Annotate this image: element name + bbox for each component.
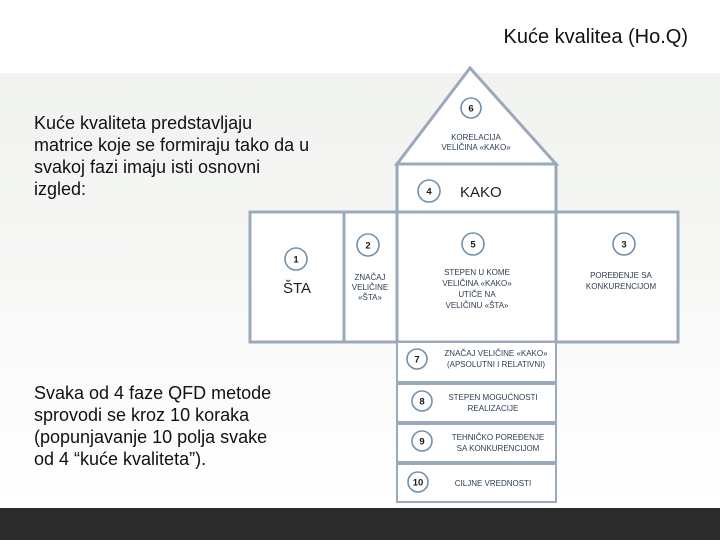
number-10: 10 xyxy=(412,477,424,489)
number-2: 2 xyxy=(365,240,371,252)
roof-label-line-2: VELIČINA «KAKO» xyxy=(441,143,511,152)
kako-label: KAKO xyxy=(460,184,502,201)
row-9-label-line-1: TEHNIČKO POREĐENJE xyxy=(451,433,545,442)
row-10-label-line-1: CILJNE VREDNOSTI xyxy=(454,479,532,488)
relationship-label-line-2: VELIČINA «KAKO» xyxy=(442,279,512,288)
summary-line-2: sprovodi se kroz 10 koraka xyxy=(34,405,250,425)
number-3: 3 xyxy=(621,239,627,251)
importance-label-line-1: ZNAČAJ xyxy=(354,273,386,282)
competition-label-line-1: POREĐENJE SA xyxy=(590,271,652,280)
relationship-label-line-3: UTIČE NA xyxy=(458,290,496,299)
number-5: 5 xyxy=(470,239,476,251)
summary-line-1: Svaka od 4 faze QFD metode xyxy=(34,383,272,403)
roof-label-line-1: KORELACIJA xyxy=(451,133,501,142)
relationship-cell xyxy=(397,212,556,342)
row-7-label-line-2: (APSOLUTNI I RELATIVNI) xyxy=(446,360,546,369)
summary-line-4: od 4 “kuće kvaliteta”). xyxy=(34,449,207,469)
row-9-label-line-2: SA KONKURENCIJOM xyxy=(456,444,540,453)
sta-cell xyxy=(250,212,344,342)
number-9: 9 xyxy=(419,436,425,448)
importance-label-line-2: VELIČINE xyxy=(351,283,389,292)
number-7: 7 xyxy=(414,354,420,366)
number-8: 8 xyxy=(419,396,425,408)
intro-paragraph: Kuće kvaliteta predstavljaju matrice koje se formiraju tako da u svakoj fazi imaju isti osnovni izgled: xyxy=(34,113,310,199)
number-4: 4 xyxy=(426,186,432,198)
row-8-label-line-1: STEPEN MOGUĆNOSTI xyxy=(448,393,538,402)
competition-label-line-2: KONKURENCIJOM xyxy=(585,282,657,291)
relationship-label-line-1: STEPEN U KOME xyxy=(444,268,510,277)
number-6: 6 xyxy=(468,103,474,115)
number-1: 1 xyxy=(293,254,299,266)
row-8-label-line-2: REALIZACIJE xyxy=(467,404,519,413)
relationship-label-line-4: VELIČINU «ŠTA» xyxy=(445,301,509,310)
importance-label-line-3: «ŠTA» xyxy=(358,293,382,302)
row-7-label-line-1: ZNAČAJ VELIČINE «KAKO» xyxy=(444,349,548,358)
slide-title: Kuće kvalitea (Ho.Q) xyxy=(503,26,688,48)
sta-label: ŠTA xyxy=(282,280,312,297)
summary-line-3: (popunjavanje 10 polja svake xyxy=(34,427,268,447)
